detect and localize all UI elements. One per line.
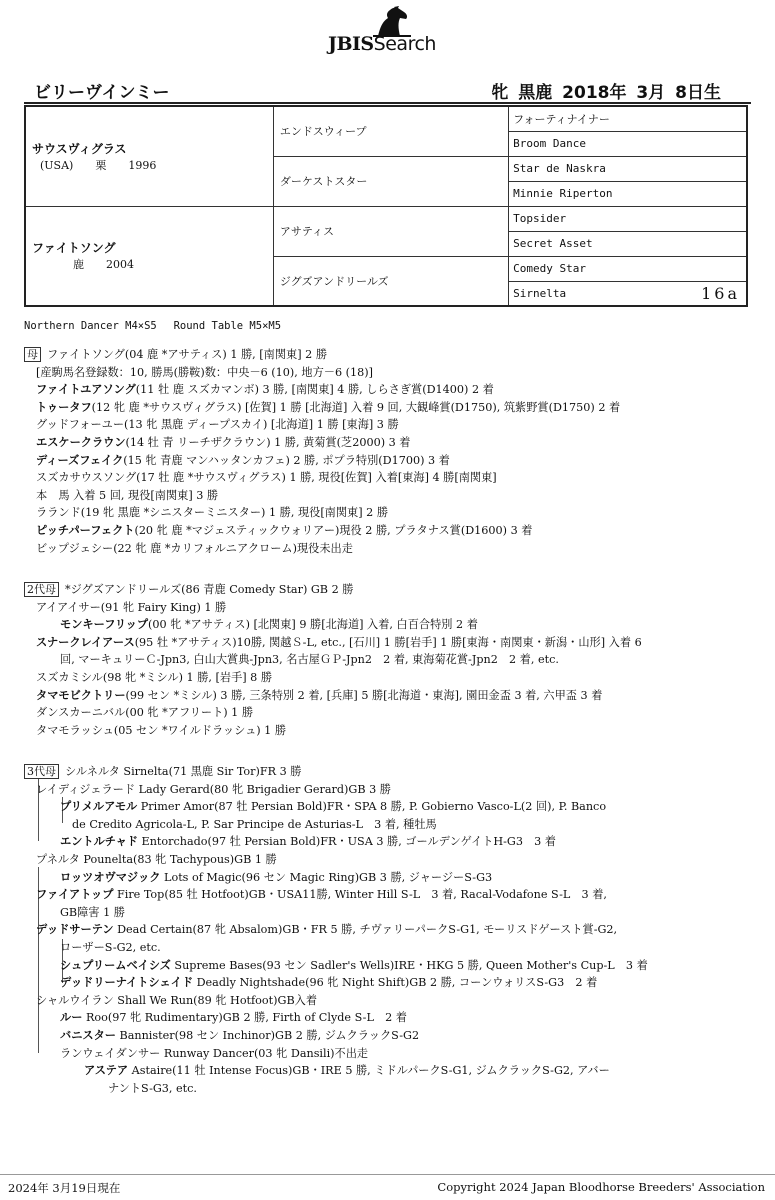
gen3-cell-last[interactable]: Sirnelta 16a xyxy=(509,281,747,306)
gen3-cell[interactable]: フォーティナイナー xyxy=(509,106,747,131)
dam-cell xyxy=(25,206,273,306)
sire-name[interactable]: サウスヴィグラス xyxy=(32,141,127,156)
gen3-cell[interactable]: Minnie Riperton xyxy=(509,181,747,206)
family-number: 16a xyxy=(701,283,740,303)
horse-name: ビリーヴインミー xyxy=(34,83,170,103)
sire-details: (USA) 栗 1996 xyxy=(40,158,157,172)
pedigree-table xyxy=(24,105,748,307)
second-dam-section: 2代母 *ジグズアンドリールズ(86 青鹿 Comedy Star) GB 2 勝 アイアイサー(91 牝 Fairy King) 1 勝 モンキーフリップ(00 牝 *アサティス) [北関東] 9 勝[北海道] 入着, 白百合特別 2 着 スナークレイアース(95 牡 *アサティス)10勝, 関越Ｓ-L, etc., [石川] 1 勝[岩手] 1 勝[東海・南関東・新潟・山形] 入着 6 回, マーキュリーＣ-Jpn3, 白山大賞典-Jpn3, 名古屋ＧＰ-Jpn2 2 着, 東海菊花賞-Jpn2 2 着, etc. スズカミシル(98 牝 *ミシル) 1 勝, [岩手] 8 勝 タマモビクトリー(99 セン *ミシル) 3 勝, 三条特別 2 着, [兵庫] 5 勝[北海道・東海], 園田金盃 3 着, 六甲盃 3 着 ダンスカーニバル(00 牝 *アフリート) 1 勝 タマモラッシュ(05 セン *ワイルドラッシュ) 1 勝 xyxy=(24,581,754,739)
gen3-cell[interactable]: Comedy Star xyxy=(509,256,747,281)
sire-cell xyxy=(25,106,273,206)
dam-sire-cell[interactable]: アサティス xyxy=(273,206,508,256)
dam-name[interactable]: ファイトソング xyxy=(32,241,116,256)
section-tag: 3代母 xyxy=(24,764,59,779)
inbreeding-line: Northern Dancer M4×S5 Round Table M5×M5 xyxy=(24,320,282,332)
gen3-cell[interactable]: Topsider xyxy=(509,206,747,231)
footer-copyright: Copyright 2024 Japan Bloodhorse Breeders' Association xyxy=(437,1180,765,1194)
sire-dam-cell[interactable]: ダーケストスター xyxy=(273,156,508,206)
third-dam-section: 3代母 シルネルタ Sirnelta(71 黒鹿 Sir Tor)FR 3 勝 レイディジェラード Lady Gerard(80 牝 Brigadier Gerard)GB 3 勝 プリメルアモル Primer Amor(87 牡 Persian Bold)FR・SPA 8 勝, P. Gobierno Vasco-L(2 回), P. Banco de Credito Agricola-L, P. Sar Principe de Asturias-L 3 着, 種牡馬 エントルチャド Entorchado(97 牡 Persian Bold)FR・USA 3 勝, ゴールデンゲイトH-G3 3 着 プネルタ Pounelta(83 牝 Tachypous)GB 1 勝 ロッツオヴマジック Lots of Magic(96 セン Magic Ring)GB 3 勝, ジャージーS-G3 ファイアトップ Fire Top(85 牡 Hotfoot)GB・USA11勝, Winter Hill S-L 3 着, Racal-Vodafone S-L 3 着, GB障害 1 勝 デッドサーテン Dead Certain(87 牝 Absalom)GB・FR 5 勝, チヴァリーパークS-G1, モーリスドゲースト賞-G2, ローザーS-G2, etc. シュプリームベイシズ Supreme Bases(93 セン Sadler's Wells)IRE・HKG 5 勝, Queen Mother's Cup-L 3 着 デッドリーナイトシェイド Deadly Nightshade(96 牝 Night Shift)GB 2 勝, コーンウォリスS-G3 2 着 シャルウイラン Shall We Run(89 牝 Hotfoot)GB入着 ルー Roo(97 牝 Rudimentary)GB 2 勝, Firth of Clyde S-L 2 着 バニスター Bannister(98 セン Inchinor)GB 2 勝, ジムクラックS-G2 ランウェイダンサー Runway Dancer(03 牝 Dansili)不出走 アステア Astaire(11 牡 Intense Focus)GB・IRE 5 勝, ミドルパークS-G1, ジムクラックS-G2, アバー ナントS-G3, etc. xyxy=(24,763,754,1097)
footer-date: 2024年 3月19日現在 xyxy=(8,1181,121,1195)
sire-sire-cell[interactable]: エンドスウィープ xyxy=(273,106,508,156)
title-row xyxy=(24,76,751,104)
gen3-cell[interactable]: Broom Dance xyxy=(509,131,747,156)
horse-info: 牝 黒鹿 2018年 3月 8日生 xyxy=(491,83,721,103)
dam-details: 鹿 2004 xyxy=(40,258,134,272)
jbis-search-logo[interactable] xyxy=(320,6,470,56)
footer-divider xyxy=(0,1174,775,1175)
dam-dam-cell[interactable]: ジグズアンドリールズ xyxy=(273,256,508,306)
section-tag: 母 xyxy=(24,347,41,362)
section-tag: 2代母 xyxy=(24,582,59,597)
logo-wordmark: JBISSearch xyxy=(328,33,436,55)
dam-section: 母 ファイトソング(04 鹿 *アサティス) 1 勝, [南関東] 2 勝 [産駒馬名登録数：10, 勝馬(勝鞍)数：中央－6 (10), 地方－6 (18)] ファイトユアソング(11 牡 鹿 スズカマンボ) 3 勝, [南関東] 4 勝, しらさぎ賞(D1400) 2 着 トゥータフ(12 牝 鹿 *サウスヴィグラス) [佐賀] 1 勝 [北海道] 入着 9 回, 大観峰賞(D1750), 筑紫野賞(D1750) 2 着 グッドフォーユー(13 牝 黒鹿 ディープスカイ) [北海道] 1 勝 [東海] 3 勝 エスケークラウン(14 牡 青 リーチザクラウン) 1 勝, 黄菊賞(芝2000) 3 着 ディーズフェイク(15 牝 青鹿 マンハッタンカフェ) 2 勝, ポプラ特別(D1700) 3 着 スズカサウスソング(17 牡 鹿 *サウスヴィグラス) 1 勝, 現役[佐賀] 入着[東海] 4 勝[南関東] 本 馬 入着 5 回, 現役[南関東] 3 勝 ラランド(19 牝 黒鹿 *シニスターミニスター) 1 勝, 現役[南関東] 2 勝 ピッチパーフェクト(20 牝 鹿 *マジェスティックウォリアー)現役 2 勝, プラタナス賞(D1600) 3 着 ビップジェシー(22 牝 鹿 *カリフォルニアクローム)現役未出走 xyxy=(24,346,754,557)
gen3-cell[interactable]: Secret Asset xyxy=(509,231,747,256)
gen3-cell[interactable]: Star de Naskra xyxy=(509,156,747,181)
